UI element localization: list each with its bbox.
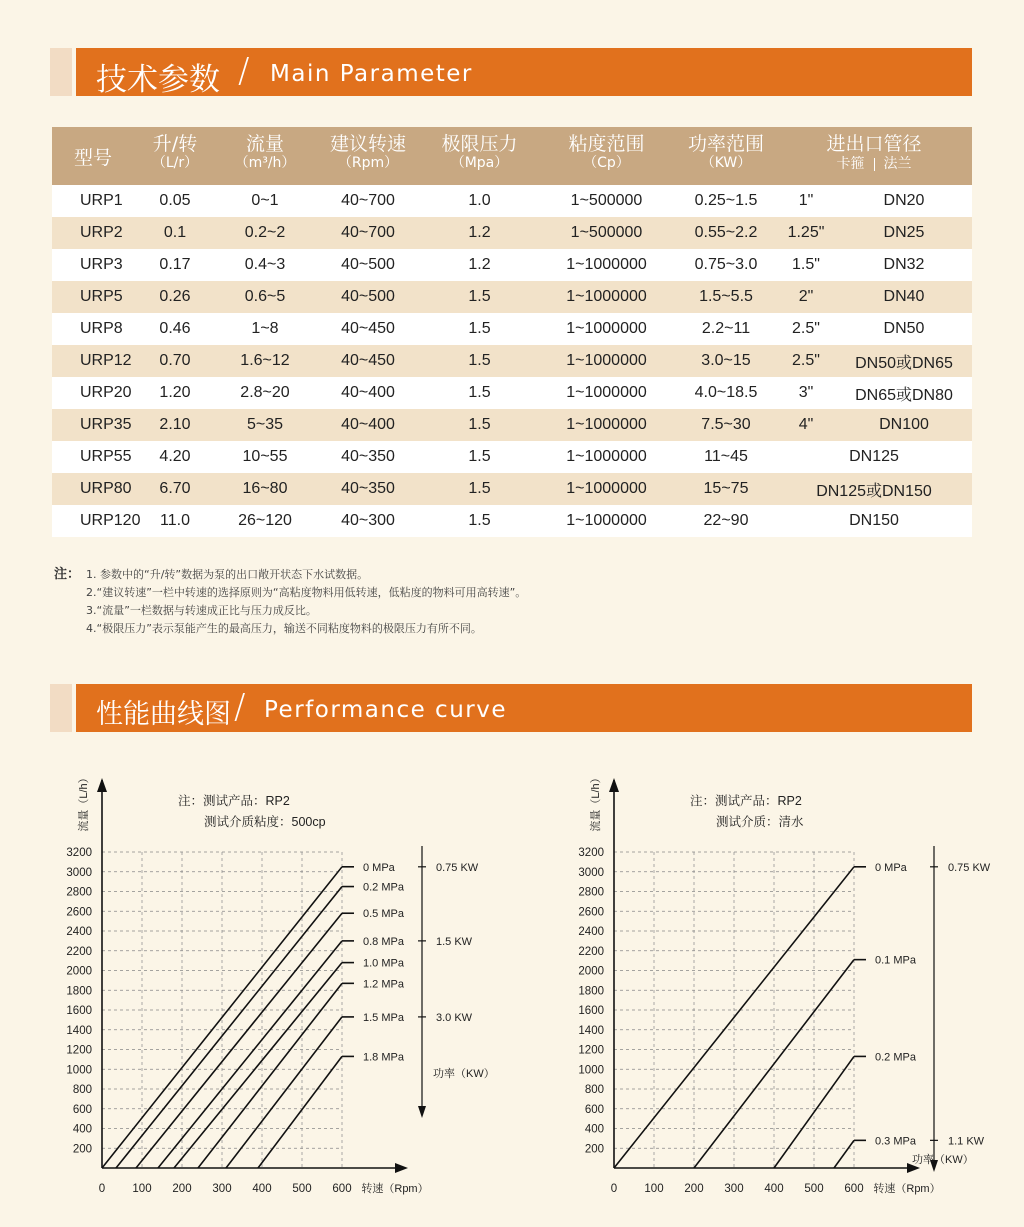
y-tick-label: 400 [72,1123,92,1136]
table-row [52,345,972,377]
cell-power: 22~90 [676,505,776,537]
y-tick-label: 3200 [66,847,92,859]
series-label: 1.5 MPa [363,1011,404,1024]
cell-liter-per-rev: 4.20 [134,441,216,473]
cell-flow: 5~35 [216,409,314,441]
cell-liter-per-rev: 0.46 [134,313,216,345]
table-row [52,409,972,441]
header-speed: 建议转速 （Rpm） [314,127,422,185]
cell-pressure: 1.5 [422,473,537,505]
cell-speed: 40~450 [314,313,422,345]
cell-pressure: 1.0 [422,185,537,217]
title-slash: / [238,51,250,91]
table-row [52,217,972,249]
x-tick-label: 600 [332,1183,352,1195]
y-tick-label: 2400 [66,926,92,938]
cell-viscosity: 1~1000000 [537,281,676,313]
cell-model: URP3 [52,249,134,281]
x-tick-label: 300 [724,1183,744,1195]
cell-viscosity: 1~500000 [537,185,676,217]
power-axis-arrow [418,1106,426,1118]
cell-model: URP8 [52,313,134,345]
cell-pressure: 1.2 [422,217,537,249]
x-axis-label: 转速（Rpm） [873,1183,941,1195]
series-label: 0.1 MPa [875,954,916,967]
cell-power: 0.55~2.2 [676,217,776,249]
series-label: 1.2 MPa [363,978,404,991]
x-tick-label: 0 [610,1183,618,1195]
y-tick-label: 800 [72,1084,92,1096]
cell-clamp: 2.5" [776,313,836,345]
cell-flange: DN50 [836,313,972,345]
y-tick-label: 1800 [578,985,604,998]
x-tick-label: 400 [252,1183,272,1195]
cell-flow: 10~55 [216,441,314,473]
cell-power: 15~75 [676,473,776,505]
cell-model: URP12 [52,345,134,377]
cell-model: URP2 [52,217,134,249]
cell-liter-per-rev: 0.1 [134,217,216,249]
cell-power: 0.25~1.5 [676,185,776,217]
cell-flow: 2.8~20 [216,377,314,409]
y-tick-label: 200 [72,1143,92,1156]
cell-pressure: 1.5 [422,505,537,537]
section-title-cn: 技术参数 [96,62,220,98]
series-label: 0 MPa [875,861,907,874]
cell-model: URP35 [52,409,134,441]
cell-viscosity: 1~1000000 [537,345,676,377]
x-tick-label: 200 [172,1183,192,1195]
cell-liter-per-rev: 0.05 [134,185,216,217]
cell-power: 3.0~15 [676,345,776,377]
cell-flow: 0.2~2 [216,217,314,249]
banner-cap [50,684,72,732]
cell-flange: DN65或DN80 [836,377,972,409]
power-tick-label: 3.0 KW [436,1011,473,1024]
header-port-size: 进出口管径 卡箍 法兰 [776,127,972,185]
x-tick-label: 400 [764,1183,784,1195]
note-item: 4.“极限压力”表示泵能产生的最高压力，输送不同粘度物料的极限压力有所不同。 [86,622,482,635]
section-banner-main-parameter [50,48,972,96]
cell-pressure: 1.5 [422,377,537,409]
y-tick-label: 1400 [66,1024,92,1037]
cell-speed: 40~400 [314,409,422,441]
x-tick-label: 200 [684,1183,704,1195]
cell-liter-per-rev: 6.70 [134,473,216,505]
cell-model: URP1 [52,185,134,217]
cell-liter-per-rev: 0.26 [134,281,216,313]
cell-clamp: 1" [776,185,836,217]
series-line [198,983,342,1168]
cell-pressure: 1.5 [422,409,537,441]
table-row [52,281,972,313]
chart-note: 注：测试产品：RP2 [690,794,802,808]
y-tick-label: 1000 [66,1064,92,1077]
cell-clamp: 3" [776,377,836,409]
cell-flange: DN40 [836,281,972,313]
cell-port-size: DN150 [776,505,972,537]
y-tick-label: 2200 [66,945,92,958]
power-axis-label: 功率（KW） [912,1154,974,1166]
cell-flow: 16~80 [216,473,314,505]
table-row [52,441,972,473]
cell-power: 7.5~30 [676,409,776,441]
performance-chart-500cp [0,760,512,1200]
series-line [226,1017,342,1168]
header-model: 型号 [52,127,134,185]
y-axis-label: 流量（L/h） [590,772,602,832]
cell-clamp: 2.5" [776,345,836,377]
cell-liter-per-rev: 0.17 [134,249,216,281]
x-tick-label: 300 [212,1183,232,1195]
cell-viscosity: 1~1000000 [537,505,676,537]
cell-liter-per-rev: 2.10 [134,409,216,441]
table-row [52,473,972,505]
cell-power: 2.2~11 [676,313,776,345]
parameter-table [52,127,972,537]
header-clamp: 卡箍 [836,156,865,172]
x-tick-label: 100 [644,1183,664,1195]
power-tick-label: 1.1 KW [948,1135,985,1148]
y-tick-label: 1600 [66,1005,92,1017]
chart-note: 注：测试产品：RP2 [178,794,290,808]
y-axis-arrow [97,778,107,792]
table-row [52,313,972,345]
header-flow: 流量 （m³/h） [216,127,314,185]
y-axis-arrow [609,778,619,792]
title-slash: / [234,687,246,727]
cell-speed: 40~500 [314,281,422,313]
table-row [52,505,972,537]
banner-cap [50,48,72,96]
x-tick-label: 600 [844,1183,864,1195]
cell-model: URP120 [52,505,134,537]
power-tick-label: 1.5 KW [436,935,473,948]
series-label: 0 MPa [363,861,395,874]
cell-power: 4.0~18.5 [676,377,776,409]
cell-speed: 40~500 [314,249,422,281]
series-label: 0.8 MPa [363,935,404,948]
y-tick-label: 600 [72,1103,92,1116]
y-tick-label: 1400 [578,1024,604,1037]
cell-clamp: 1.25" [776,217,836,249]
series-label: 0.2 MPa [363,881,404,894]
notes-block [54,566,526,638]
series-line [258,1056,342,1168]
series-label: 0.3 MPa [875,1135,916,1148]
cell-liter-per-rev: 11.0 [134,505,216,537]
x-tick-label: 100 [132,1183,152,1195]
table-row [52,377,972,409]
y-axis-label: 流量（L/h） [78,772,90,832]
cell-pressure: 1.2 [422,249,537,281]
cell-clamp: 4" [776,409,836,441]
y-tick-label: 2600 [578,906,604,919]
header-power: 功率范围 （KW） [676,127,776,185]
power-axis-label: 功率（KW） [433,1068,495,1080]
cell-viscosity: 1~500000 [537,217,676,249]
section-title-en: Main Parameter [270,61,473,87]
series-label: 0.5 MPa [363,908,404,921]
x-tick-label: 500 [804,1183,824,1195]
y-tick-label: 600 [584,1103,604,1116]
cell-flow: 1.6~12 [216,345,314,377]
header-viscosity: 粘度范围 （Cp） [537,127,676,185]
cell-flange: DN50或DN65 [836,345,972,377]
header-liter-per-rev: 升/转 （L/r） [134,127,216,185]
y-tick-label: 2200 [578,945,604,958]
y-tick-label: 200 [584,1143,604,1156]
cell-flow: 0~1 [216,185,314,217]
y-tick-label: 2800 [578,886,604,899]
cell-model: URP5 [52,281,134,313]
y-tick-label: 3200 [578,847,604,859]
cell-speed: 40~350 [314,441,422,473]
chart-note: 测试介质粘度：500cp [204,815,326,829]
series-line [136,913,342,1168]
cell-flange: DN32 [836,249,972,281]
y-tick-label: 1200 [578,1044,604,1057]
series-line [158,941,342,1168]
x-tick-label: 0 [98,1183,106,1195]
series-label: 1.0 MPa [363,957,404,970]
note-item: 3.“流量”一栏数据与转速成正比与压力成反比。 [86,604,317,617]
cell-viscosity: 1~1000000 [537,313,676,345]
section-banner-performance-curve [50,684,972,732]
power-tick-label: 0.75 KW [948,861,991,874]
chart-note: 测试介质：清水 [716,815,804,829]
cell-pressure: 1.5 [422,281,537,313]
performance-chart-water [512,760,1024,1200]
header-flange: 法兰 [883,156,912,172]
cell-viscosity: 1~1000000 [537,377,676,409]
cell-flange: DN100 [836,409,972,441]
note-item: 1. 参数中的“升/转”数据为泵的出口敞开状态下水试数据。 [86,568,369,581]
cell-speed: 40~700 [314,185,422,217]
series-label: 0.2 MPa [875,1051,916,1064]
y-tick-label: 1800 [66,985,92,998]
cell-speed: 40~450 [314,345,422,377]
y-tick-label: 1000 [578,1064,604,1077]
y-tick-label: 1200 [66,1044,92,1057]
y-tick-label: 3000 [578,866,604,879]
cell-flow: 1~8 [216,313,314,345]
cell-port-size: DN125或DN150 [776,473,972,505]
series-line [834,1140,854,1168]
cell-power: 1.5~5.5 [676,281,776,313]
table-row [52,185,972,217]
cell-viscosity: 1~1000000 [537,409,676,441]
cell-viscosity: 1~1000000 [537,249,676,281]
cell-liter-per-rev: 0.70 [134,345,216,377]
cell-flow: 0.4~3 [216,249,314,281]
cell-flange: DN20 [836,185,972,217]
cell-clamp: 2" [776,281,836,313]
y-tick-label: 2000 [578,965,604,978]
cell-power: 0.75~3.0 [676,249,776,281]
section-title-en: Performance curve [264,697,508,723]
power-tick-label: 0.75 KW [436,861,479,874]
y-tick-label: 800 [584,1084,604,1096]
cell-model: URP55 [52,441,134,473]
cell-pressure: 1.5 [422,313,537,345]
cell-flow: 26~120 [216,505,314,537]
table-row [52,249,972,281]
y-tick-label: 2400 [578,926,604,938]
cell-speed: 40~350 [314,473,422,505]
cell-speed: 40~700 [314,217,422,249]
note-item: 2.“建议转速”一栏中转速的选择原则为“高粘度物料用低转速，低粘度的物料可用高转速”。 [86,586,527,599]
series-label: 1.8 MPa [363,1051,404,1064]
cell-model: URP80 [52,473,134,505]
y-tick-label: 2000 [66,965,92,978]
cell-flange: DN25 [836,217,972,249]
x-tick-label: 500 [292,1183,312,1195]
section-title-cn: 性能曲线图 [96,699,231,730]
y-tick-label: 1600 [578,1005,604,1017]
notes-label: 注： [54,567,81,582]
cell-port-size: DN125 [776,441,972,473]
cell-pressure: 1.5 [422,345,537,377]
cell-speed: 40~400 [314,377,422,409]
table-header-row [52,127,972,185]
cell-viscosity: 1~1000000 [537,441,676,473]
series-line [774,1056,854,1168]
cell-clamp: 1.5" [776,249,836,281]
cell-pressure: 1.5 [422,441,537,473]
cell-flow: 0.6~5 [216,281,314,313]
header-pressure: 极限压力 （Mpa） [422,127,537,185]
y-tick-label: 2600 [66,906,92,919]
y-tick-label: 2800 [66,886,92,899]
cell-liter-per-rev: 1.20 [134,377,216,409]
cell-viscosity: 1~1000000 [537,473,676,505]
y-tick-label: 3000 [66,866,92,879]
y-tick-label: 400 [584,1123,604,1136]
cell-model: URP20 [52,377,134,409]
x-axis-arrow [395,1163,408,1173]
cell-power: 11~45 [676,441,776,473]
x-axis-label: 转速（Rpm） [361,1183,429,1195]
cell-speed: 40~300 [314,505,422,537]
